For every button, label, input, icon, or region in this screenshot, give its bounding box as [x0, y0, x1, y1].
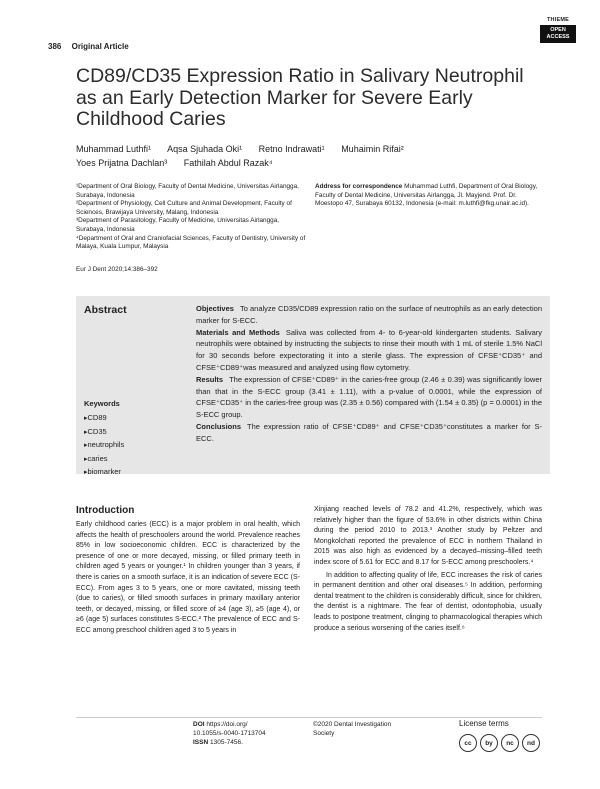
logo-open-access [540, 25, 576, 43]
body-column-right [314, 505, 542, 635]
doi-link[interactable]: https://doi.org/ [206, 721, 248, 728]
paragraph: Xinjiang reached levels of 78.2 and 41.2%, respectively, which was relatively higher than the figure of 53.6% in other districts within China during the period 2010 to 2013.³ Another study by Peltzer and Mongkolchati reported the prevalence of ECC in northern Thailand in 2015 was also high as evidenced by a decayed–missing–filled teeth index score of 5.61 for ECC and 8.17 for S-ECC among preschoolers.⁴ [314, 506, 542, 566]
logo-publisher: THIEME [547, 17, 569, 23]
license-heading: License terms [459, 719, 509, 728]
abstract-results [196, 374, 542, 421]
page-number: 386 [48, 42, 62, 51]
logo-open: OPEN [550, 27, 566, 33]
logo-access: ACCESS [546, 34, 570, 40]
affiliation: ³Department of Parasitology, Faculty of Medicine, Universitas Airlangga, Surabaya, Indonesia [76, 217, 280, 233]
author: Aqsa Sjuhada Oki¹ [167, 144, 243, 154]
abstract-methods [196, 327, 542, 374]
affiliations [76, 183, 306, 252]
correspondence-text: Muhammad Luthfi, Department of Oral Biology, Faculty of Dental Medicine, Universitas Airlangga, Jl. Mayjend. Prof. Dr. Moestopo 47, Surabaya 60132, Indonesia (e-mail: m.luthfi@fkg.unair.ac.id). [315, 183, 538, 208]
issn-value: 1305-7456. [209, 739, 243, 746]
body-column-left [76, 520, 300, 638]
abstract-objectives [196, 303, 542, 327]
author-list [76, 142, 536, 170]
results-label: Results [196, 374, 224, 384]
author: Fathilah Abdul Razak⁴ [183, 158, 273, 168]
thieme-open-access-logo [540, 17, 576, 51]
objectives-label: Objectives [196, 304, 234, 313]
author: Retno Indrawati¹ [258, 144, 325, 154]
section-label: Original Article [71, 42, 129, 51]
copyright-line: ©2020 Dental Investigation [313, 721, 392, 728]
author: Muhaimin Rifai² [341, 144, 404, 154]
affiliation: ²Department of Physiology, Cell Culture and Animal Development, Faculty of Sciences, Brawijaya University, Malang, Indonesia [76, 200, 292, 216]
page-header [48, 42, 137, 51]
abstract-conclusions [196, 421, 542, 445]
methods-label: Materials and Methods [196, 327, 280, 337]
abstract-heading: Abstract [84, 304, 127, 316]
keywords-heading: Keywords [84, 399, 120, 408]
keywords-list [84, 412, 124, 480]
keyword: ▸ caries [84, 453, 124, 467]
author: Muhammad Luthfi¹ [76, 144, 152, 154]
paragraph: Early childhood caries (ECC) is a major problem in oral health, which affects the health of preschoolers around the world. Prevalence reaches 85% in low socioeconomic children. ECC is characterized by the presence of one or more decayed, missing, or filled primary teeth in children aged 5 years or younger.¹ In children younger than 3 years, if there is caries on a smooth surface, it is an indication of severe ECC (S-ECC). From ages 3 to 5 years, one or more cavitated, missing teeth (due to caries), or filled smooth surfaces in primary maxillary anterior teeth, or decayed, missing, or filled score of ≥4 (age 3), ≥5 (age 4), or ≥6 (age 5) surfaces constitutes S-ECC.² The prevalence of ECC and S-ECC among preschool children aged 3 to 5 years in [76, 521, 300, 634]
affiliation: ¹Department of Oral Biology, Faculty of Dental Medicine, Universitas Airlangga, Surabaya, Indonesia [76, 183, 299, 199]
paragraph: In addition to affecting quality of life, ECC increases the risk of caries in permanent dentition and other oral diseases.⁵ In addition, performing dental treatment to the children is considerably difficult, since for children, the dentist is a nightmare. The fear of dentist, odontophobia, usually leads to postpone treatment, clinging to pharmacological therapies which produce a serious worsening of the caries itself.⁶ [314, 571, 542, 632]
keyword: ▸ CD89 [84, 412, 124, 426]
conclusions-text: The expression ratio of CFSE⁺CD89⁺ and CFSE⁺CD35⁺constitutes a marker for S-ECC. [196, 421, 542, 443]
correspondence-block [315, 183, 540, 209]
cc-icon: cc [459, 734, 477, 752]
journal-citation: Eur J Dent 2020;14:386–392 [76, 266, 158, 273]
issn-label: ISSN [193, 739, 209, 746]
doi-block [193, 720, 266, 747]
author: Yoes Prijatna Dachlan³ [76, 158, 168, 168]
nc-icon: nc [501, 734, 519, 752]
doi-id: 10.1055/s-0040-1713704 [193, 730, 266, 737]
keyword: ▸ neutrophils [84, 439, 124, 453]
abstract-body [196, 303, 542, 445]
doi-label: DOI [193, 721, 205, 728]
objectives-text: To analyze CD35/CD89 expression ratio on the surface of neutrophils as an early detection marker for S-ECC. [196, 304, 542, 325]
affiliation: ⁴Department of Oral and Craniofacial Sciences, Faculty of Dentistry, University of Malaya, Kuala Lumpur, Malaysia [76, 234, 306, 251]
copyright [313, 720, 391, 738]
by-icon: by [480, 734, 498, 752]
methods-text: Saliva was collected from 4- to 6-year-old kindergarten students. Salivary neutrophils were obtained by instructing the subjects to rinse their mouth with 1 mL of sterile 1.5% NaCl for 30 seconds before expectorating it into a sterile glass. The expression of CFSE⁺CD35⁺ and CFSE⁺CD89⁺was measured and analyzed using flow cytometry. [196, 327, 542, 372]
keyword: ▸ CD35 [84, 426, 124, 440]
keyword: ▸ biomarker [84, 466, 124, 480]
nd-icon: nd [522, 734, 540, 752]
results-text: The expression of CFSE⁺CD89⁺ in the caries-free group (2.46 ± 0.39) was significantly lower than that in the S-ECC group (3.41 ± 1.11), with a p-value of 0.0001, while the expression of CFSE⁺CD35⁺ in the caries-free group was (2.35 ± 0.56) compared with (1.54 ± 0.35) (p = 0.0001) in the S-ECC group. [196, 374, 542, 420]
footer-divider [76, 717, 542, 718]
correspondence-label: Address for correspondence [315, 183, 403, 190]
article-title: CD89/CD35 Expression Ratio in Salivary Neutrophil as an Early Detection Marker for Severe Early Childhood Caries [76, 65, 524, 130]
introduction-heading: Introduction [76, 505, 135, 516]
license-icons [459, 734, 540, 752]
copyright-line: Society [313, 730, 335, 737]
conclusions-label: Conclusions [196, 421, 242, 431]
